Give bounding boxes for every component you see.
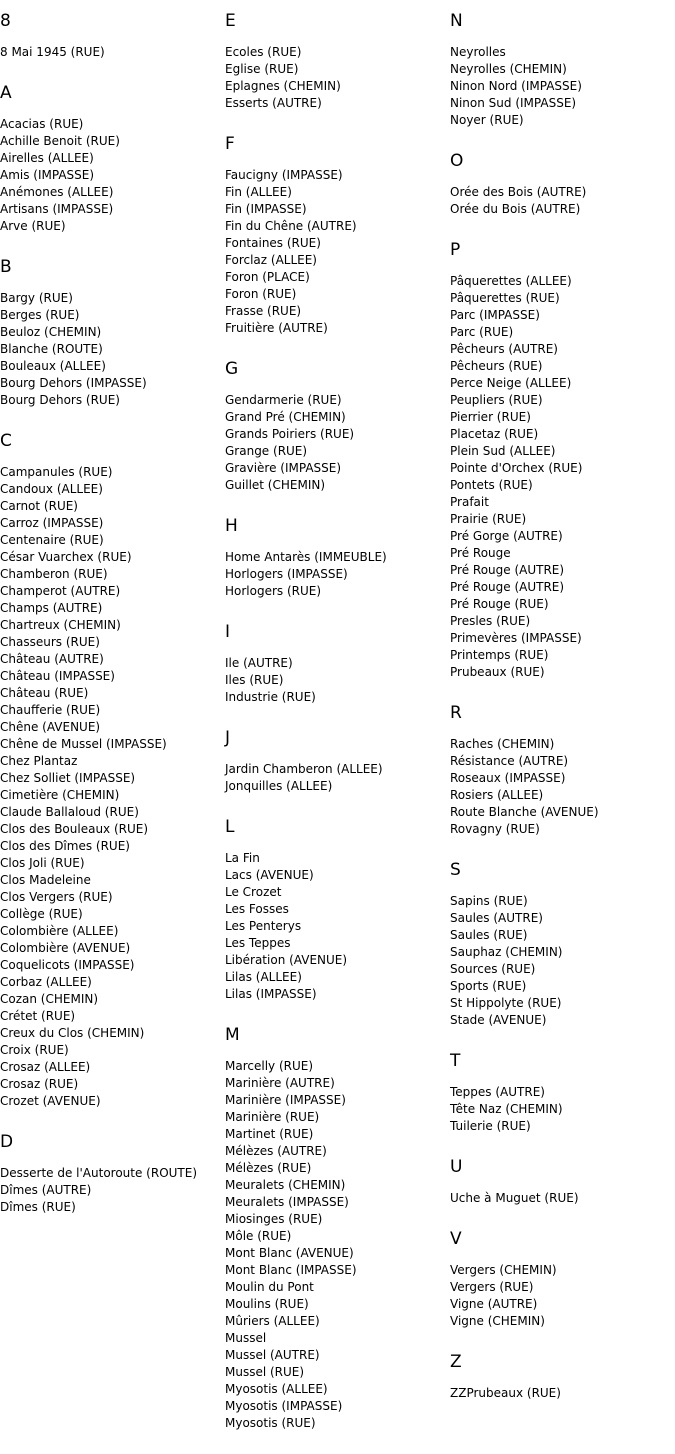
street-link[interactable]: Château (RUE) — [0, 686, 89, 700]
street-link[interactable]: Roseaux (IMPASSE) — [450, 771, 566, 785]
street-link[interactable]: Tuilerie (RUE) — [450, 1119, 531, 1133]
letter-heading: R — [450, 703, 462, 723]
street-link[interactable]: Gendarmerie (RUE) — [225, 393, 342, 407]
street-link[interactable]: Les Fosses — [225, 902, 289, 916]
street-link[interactable]: Pré Rouge (AUTRE) — [450, 580, 565, 594]
street-link[interactable]: Saules (AUTRE) — [450, 911, 543, 925]
street-link[interactable]: Mont Blanc (AVENUE) — [225, 1246, 354, 1260]
street-link[interactable]: Carroz (IMPASSE) — [0, 516, 104, 530]
street-link[interactable]: Ninon Nord (IMPASSE) — [450, 79, 582, 93]
street-link[interactable]: Vergers (CHEMIN) — [450, 1263, 557, 1277]
street-link[interactable]: Desserte de l'Autoroute (ROUTE) — [0, 1166, 198, 1180]
street-link[interactable]: Teppes (AUTRE) — [450, 1085, 545, 1099]
street-list — [0, 464, 224, 1110]
letter-section — [0, 1132, 224, 1216]
street-link[interactable]: Myosotis (RUE) — [225, 1416, 316, 1430]
street-link[interactable]: Claude Ballaloud (RUE) — [0, 805, 139, 819]
letter-heading: U — [450, 1157, 463, 1177]
street-link[interactable]: Industrie (RUE) — [225, 690, 316, 704]
letter-heading: M — [225, 1025, 240, 1045]
street-link[interactable]: Pâquerettes (ALLEE) — [450, 274, 572, 288]
street-link[interactable]: Frasse (RUE) — [225, 304, 302, 318]
street-link[interactable]: Achille Benoit (RUE) — [0, 134, 120, 148]
street-link[interactable]: Pontets (RUE) — [450, 478, 533, 492]
street-link[interactable]: Tête Naz (CHEMIN) — [450, 1102, 563, 1116]
street-link[interactable]: Eglise (RUE) — [225, 62, 299, 76]
street-link[interactable]: Rosiers (ALLEE) — [450, 788, 544, 802]
street-link[interactable]: Orée du Bois (AUTRE) — [450, 202, 581, 216]
street-link[interactable]: Neyrolles (CHEMIN) — [450, 62, 567, 76]
street-list — [0, 44, 224, 61]
street-link[interactable]: Jonquilles (ALLEE) — [225, 779, 333, 793]
street-link[interactable]: Vigne (AUTRE) — [450, 1297, 538, 1311]
street-list — [225, 167, 449, 337]
street-link[interactable]: Mélèzes (RUE) — [225, 1161, 312, 1175]
street-link[interactable]: Mussel (RUE) — [225, 1365, 305, 1379]
street-link[interactable]: 8 Mai 1945 (RUE) — [0, 45, 105, 59]
street-link[interactable]: Moulin du Pont — [225, 1280, 314, 1294]
street-link[interactable]: Pointe d'Orchex (RUE) — [450, 461, 583, 475]
street-link[interactable]: Acacias (RUE) — [0, 117, 84, 131]
street-link[interactable]: Crétet (RUE) — [0, 1009, 76, 1023]
letter-heading: D — [0, 1132, 14, 1152]
street-link[interactable]: Route Blanche (AVENUE) — [450, 805, 599, 819]
street-link[interactable]: Mélèzes (AUTRE) — [225, 1144, 327, 1158]
street-link[interactable]: Myosotis (ALLEE) — [225, 1382, 328, 1396]
street-link[interactable]: Chez Plantaz — [0, 754, 78, 768]
street-list — [450, 1190, 674, 1207]
street-link[interactable]: Sports (RUE) — [450, 979, 527, 993]
street-link[interactable]: Fruitière (AUTRE) — [225, 321, 328, 335]
street-link[interactable]: Beuloz (CHEMIN) — [0, 325, 102, 339]
street-list — [450, 893, 674, 1029]
street-link[interactable]: Sources (RUE) — [450, 962, 536, 976]
letter-heading: H — [225, 516, 238, 536]
street-link[interactable]: Vergers (RUE) — [450, 1280, 534, 1294]
street-link[interactable]: Marinière (RUE) — [225, 1110, 320, 1124]
street-list — [0, 1165, 224, 1216]
street-link[interactable]: Lilas (IMPASSE) — [225, 987, 317, 1001]
street-list — [450, 184, 674, 218]
street-link[interactable]: Collège (RUE) — [0, 907, 83, 921]
street-link[interactable]: Airelles (ALLEE) — [0, 151, 94, 165]
letter-heading: B — [0, 257, 12, 277]
street-link[interactable]: Foron (RUE) — [225, 287, 297, 301]
street-link[interactable]: Crozet (AVENUE) — [0, 1094, 101, 1108]
street-list — [225, 549, 449, 600]
street-link[interactable]: Horlogers (IMPASSE) — [225, 567, 348, 581]
letter-heading: J — [225, 728, 231, 748]
street-link[interactable]: Primevères (IMPASSE) — [450, 631, 582, 645]
street-link[interactable]: Printemps (RUE) — [450, 648, 549, 662]
street-link[interactable]: Clos Joli (RUE) — [0, 856, 85, 870]
street-link[interactable]: Miosinges (RUE) — [225, 1212, 323, 1226]
street-link[interactable]: Chez Solliet (IMPASSE) — [0, 771, 136, 785]
street-link[interactable]: St Hippolyte (RUE) — [450, 996, 562, 1010]
street-link[interactable]: Clos des Bouleaux (RUE) — [0, 822, 149, 836]
street-link[interactable]: Neyrolles — [450, 45, 506, 59]
letter-section — [450, 860, 674, 1029]
street-link[interactable]: Martinet (RUE) — [225, 1127, 314, 1141]
street-link[interactable]: Prairie (RUE) — [450, 512, 527, 526]
street-link[interactable]: Bargy (RUE) — [0, 291, 73, 305]
street-link[interactable]: César Vuarchex (RUE) — [0, 550, 132, 564]
street-link[interactable]: Marinière (IMPASSE) — [225, 1093, 346, 1107]
street-link[interactable]: Raches (CHEMIN) — [450, 737, 555, 751]
street-link[interactable]: Coquelicots (IMPASSE) — [0, 958, 135, 972]
letter-section — [0, 431, 224, 1110]
letter-section — [225, 11, 449, 112]
street-link[interactable]: Ninon Sud (IMPASSE) — [450, 96, 577, 110]
street-link[interactable]: Presles (RUE) — [450, 614, 531, 628]
letter-section — [450, 1157, 674, 1207]
letter-heading: T — [450, 1051, 461, 1071]
street-link[interactable]: Cozan (CHEMIN) — [0, 992, 99, 1006]
street-link[interactable]: Myosotis (IMPASSE) — [225, 1399, 343, 1413]
street-link[interactable]: Stade (AVENUE) — [450, 1013, 547, 1027]
letter-section — [450, 11, 674, 129]
street-link[interactable]: Eplagnes (CHEMIN) — [225, 79, 341, 93]
street-link[interactable]: Château (AUTRE) — [0, 652, 104, 666]
street-link[interactable]: Clos Vergers (RUE) — [0, 890, 113, 904]
street-list — [450, 736, 674, 838]
street-link[interactable]: Mussel (AUTRE) — [225, 1348, 320, 1362]
street-link[interactable]: Fin (ALLEE) — [225, 185, 292, 199]
street-link[interactable]: Guillet (CHEMIN) — [225, 478, 326, 492]
street-link[interactable]: Marinière (AUTRE) — [225, 1076, 335, 1090]
street-link[interactable]: Amis (IMPASSE) — [0, 168, 95, 182]
street-link[interactable]: Marcelly (RUE) — [225, 1059, 314, 1073]
street-link[interactable]: Crosaz (ALLEE) — [0, 1060, 91, 1074]
street-link[interactable]: Campanules (RUE) — [0, 465, 113, 479]
street-list — [225, 1058, 449, 1432]
street-link[interactable]: Creux du Clos (CHEMIN) — [0, 1026, 145, 1040]
street-list — [225, 44, 449, 112]
street-link[interactable]: Noyer (RUE) — [450, 113, 524, 127]
street-link[interactable]: Colombière (AVENUE) — [0, 941, 131, 955]
street-link[interactable]: ZZPrubeaux (RUE) — [450, 1386, 561, 1400]
letter-section — [225, 134, 449, 337]
street-link[interactable]: Chasseurs (RUE) — [0, 635, 100, 649]
street-link[interactable]: Croix (RUE) — [0, 1043, 69, 1057]
street-link[interactable]: Les Teppes — [225, 936, 291, 950]
street-link[interactable]: Mûriers (ALLEE) — [225, 1314, 320, 1328]
street-link[interactable]: Arve (RUE) — [0, 219, 66, 233]
street-link[interactable]: Clos des Dîmes (RUE) — [0, 839, 130, 853]
street-link[interactable]: Berges (RUE) — [0, 308, 80, 322]
street-link[interactable]: Résistance (AUTRE) — [450, 754, 569, 768]
letter-heading: F — [225, 134, 235, 154]
street-link[interactable]: Pêcheurs (AUTRE) — [450, 342, 558, 356]
street-link[interactable]: Pré Rouge (AUTRE) — [450, 563, 565, 577]
street-link[interactable]: Fin (IMPASSE) — [225, 202, 307, 216]
street-link[interactable]: Pierrier (RUE) — [450, 410, 531, 424]
street-link[interactable]: Sauphaz (CHEMIN) — [450, 945, 563, 959]
letter-heading: G — [225, 359, 239, 379]
street-link[interactable]: Ile (AUTRE) — [225, 656, 293, 670]
street-link[interactable]: Dîmes (RUE) — [0, 1200, 76, 1214]
street-link[interactable]: Môle (RUE) — [225, 1229, 292, 1243]
letter-section — [450, 1229, 674, 1330]
street-link[interactable]: Lacs (AVENUE) — [225, 868, 314, 882]
letter-section — [450, 240, 674, 681]
street-link[interactable]: Jardin Chamberon (ALLEE) — [225, 762, 383, 776]
street-link[interactable]: Lilas (ALLEE) — [225, 970, 302, 984]
street-list — [450, 44, 674, 129]
letter-heading: V — [450, 1229, 462, 1249]
letter-heading: O — [450, 151, 464, 171]
street-link[interactable]: Pré Rouge (RUE) — [450, 597, 549, 611]
letter-section — [450, 703, 674, 838]
street-link[interactable]: Centenaire (RUE) — [0, 533, 104, 547]
letter-heading: Z — [450, 1352, 462, 1372]
letter-section — [0, 257, 224, 409]
street-link[interactable]: Horlogers (RUE) — [225, 584, 322, 598]
street-link[interactable]: Moulins (RUE) — [225, 1297, 309, 1311]
street-link[interactable]: Uche à Muguet (RUE) — [450, 1191, 579, 1205]
street-link[interactable]: Home Antarès (IMMEUBLE) — [225, 550, 387, 564]
street-list — [225, 392, 449, 494]
street-link[interactable]: Prubeaux (RUE) — [450, 665, 545, 679]
street-list — [450, 1262, 674, 1330]
letter-section — [225, 516, 449, 600]
letter-heading: S — [450, 860, 461, 880]
street-list — [225, 655, 449, 706]
street-link[interactable]: Fontaines (RUE) — [225, 236, 321, 250]
street-link[interactable]: Iles (RUE) — [225, 673, 284, 687]
street-link[interactable]: Saules (RUE) — [450, 928, 528, 942]
letter-section — [450, 151, 674, 218]
street-link[interactable]: Fin du Chêne (AUTRE) — [225, 219, 357, 233]
street-link[interactable]: Pâquerettes (RUE) — [450, 291, 560, 305]
letter-heading: I — [225, 622, 231, 642]
street-link[interactable]: Grands Poiriers (RUE) — [225, 427, 355, 441]
street-link[interactable]: Foron (PLACE) — [225, 270, 310, 284]
street-column-2 — [225, 11, 449, 1454]
street-link[interactable]: Libération (AVENUE) — [225, 953, 348, 967]
letter-section — [0, 83, 224, 235]
street-link[interactable]: Blanche (ROUTE) — [0, 342, 103, 356]
street-link[interactable]: Clos Madeleine — [0, 873, 91, 887]
street-link[interactable]: Crosaz (RUE) — [0, 1077, 79, 1091]
street-list — [225, 761, 449, 795]
street-link[interactable]: Candoux (ALLEE) — [0, 482, 103, 496]
letter-heading: E — [225, 11, 236, 31]
street-link[interactable]: Les Penterys — [225, 919, 302, 933]
street-link[interactable]: La Fin — [225, 851, 260, 865]
letter-section — [225, 622, 449, 706]
street-link[interactable]: Champs (AUTRE) — [0, 601, 103, 615]
letter-section — [225, 817, 449, 1003]
street-link[interactable]: Chartreux (CHEMIN) — [0, 618, 121, 632]
street-link[interactable]: Bouleaux (ALLEE) — [0, 359, 106, 373]
street-link[interactable]: Parc (IMPASSE) — [450, 308, 540, 322]
letter-heading: L — [225, 817, 235, 837]
street-link[interactable]: Meuralets (IMPASSE) — [225, 1195, 349, 1209]
letter-heading: 8 — [0, 11, 11, 31]
street-link[interactable]: Orée des Bois (AUTRE) — [450, 185, 587, 199]
street-link[interactable]: Chêne de Mussel (IMPASSE) — [0, 737, 167, 751]
letter-heading: C — [0, 431, 12, 451]
street-column-3 — [450, 11, 674, 1424]
street-link[interactable]: Grand Pré (CHEMIN) — [225, 410, 346, 424]
letter-heading: A — [0, 83, 12, 103]
street-link[interactable]: Corbaz (ALLEE) — [0, 975, 92, 989]
street-column-1 — [0, 11, 224, 1238]
street-list — [0, 116, 224, 235]
street-link[interactable]: Le Crozet — [225, 885, 282, 899]
street-link[interactable]: Pré Gorge (AUTRE) — [450, 529, 563, 543]
street-link[interactable]: Château (IMPASSE) — [0, 669, 115, 683]
street-link[interactable]: Artisans (IMPASSE) — [0, 202, 114, 216]
street-link[interactable]: Dîmes (AUTRE) — [0, 1183, 92, 1197]
street-link[interactable]: Forclaz (ALLEE) — [225, 253, 317, 267]
street-link[interactable]: Bourg Dehors (RUE) — [0, 393, 120, 407]
letter-section — [225, 359, 449, 494]
letter-heading: N — [450, 11, 463, 31]
street-list — [450, 1385, 674, 1402]
street-link[interactable]: Gravière (IMPASSE) — [225, 461, 342, 475]
street-link[interactable]: Vigne (CHEMIN) — [450, 1314, 545, 1328]
street-link[interactable]: Prafait — [450, 495, 489, 509]
street-link[interactable]: Champerot (AUTRE) — [0, 584, 121, 598]
street-link[interactable]: Sapins (RUE) — [450, 894, 528, 908]
street-link[interactable]: Mussel — [225, 1331, 267, 1345]
street-link[interactable]: Cimetière (CHEMIN) — [0, 788, 120, 802]
street-link[interactable]: Chêne (AVENUE) — [0, 720, 101, 734]
street-link[interactable]: Esserts (AUTRE) — [225, 96, 322, 110]
street-link[interactable]: Mont Blanc (IMPASSE) — [225, 1263, 357, 1277]
street-list — [450, 273, 674, 681]
street-link[interactable]: Chaufferie (RUE) — [0, 703, 101, 717]
letter-section — [0, 11, 224, 61]
street-link[interactable]: Anémones (ALLEE) — [0, 185, 114, 199]
street-link[interactable]: Colombière (ALLEE) — [0, 924, 119, 938]
letter-heading: P — [450, 240, 461, 260]
street-link[interactable]: Carnot (RUE) — [0, 499, 78, 513]
street-link[interactable]: Placetaz (RUE) — [450, 427, 539, 441]
street-link[interactable]: Parc (RUE) — [450, 325, 514, 339]
letter-section — [450, 1352, 674, 1402]
street-link[interactable]: Ecoles (RUE) — [225, 45, 302, 59]
letter-section — [225, 728, 449, 795]
street-list — [0, 290, 224, 409]
letter-section — [450, 1051, 674, 1135]
street-link[interactable]: Grange (RUE) — [225, 444, 308, 458]
street-link[interactable]: Rovagny (RUE) — [450, 822, 540, 836]
street-list — [225, 850, 449, 1003]
street-link[interactable]: Chamberon (RUE) — [0, 567, 108, 581]
letter-section — [225, 1025, 449, 1432]
street-link[interactable]: Perce Neige (ALLEE) — [450, 376, 572, 390]
street-list — [450, 1084, 674, 1135]
street-link[interactable]: Bourg Dehors (IMPASSE) — [0, 376, 147, 390]
street-link[interactable]: Peupliers (RUE) — [450, 393, 543, 407]
street-link[interactable]: Pré Rouge — [450, 546, 511, 560]
street-link[interactable]: Plein Sud (ALLEE) — [450, 444, 556, 458]
street-link[interactable]: Meuralets (CHEMIN) — [225, 1178, 346, 1192]
street-link[interactable]: Faucigny (IMPASSE) — [225, 168, 343, 182]
street-link[interactable]: Pêcheurs (RUE) — [450, 359, 543, 373]
